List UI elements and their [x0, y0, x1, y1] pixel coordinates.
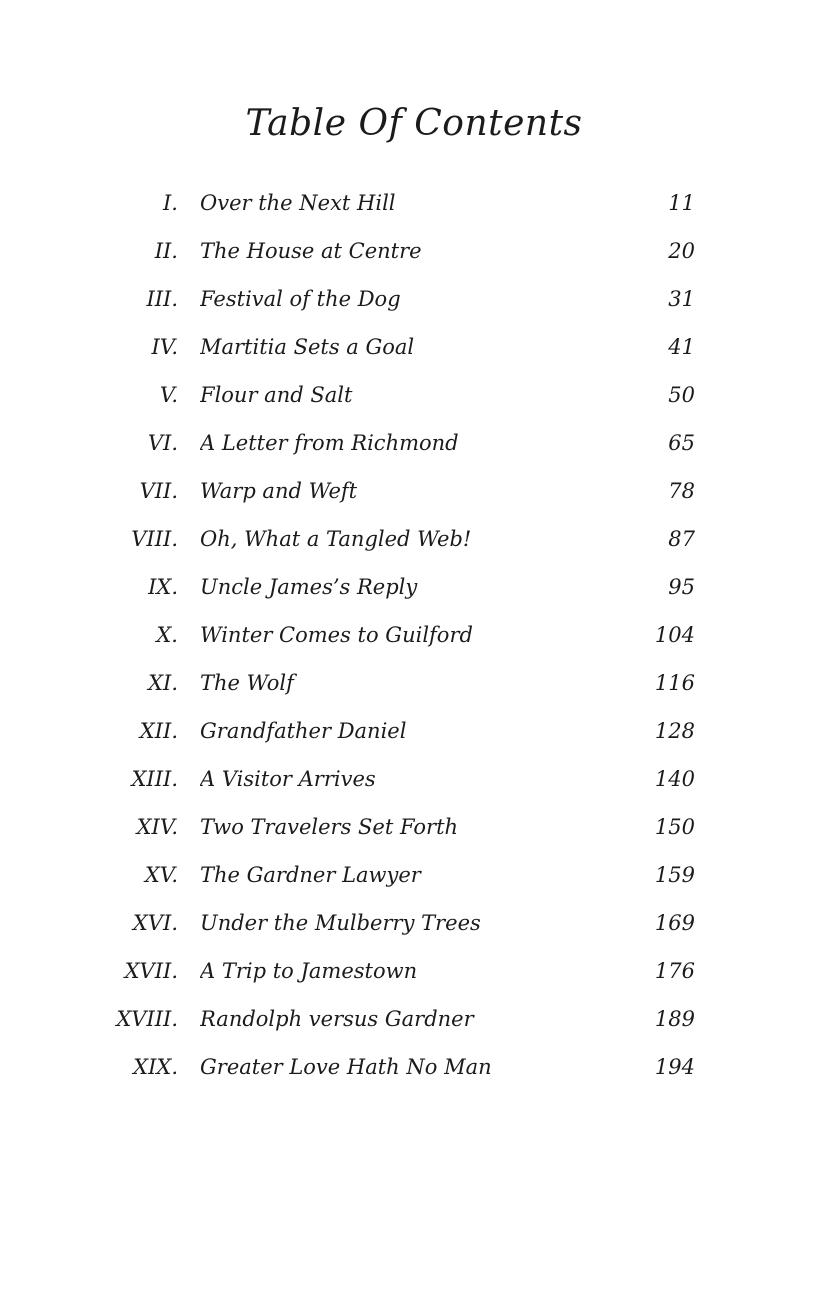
- toc-entry-row: [100, 179, 695, 227]
- chapter-title: Randolph versus Gardner: [200, 1007, 474, 1031]
- chapter-numeral: XI.: [148, 671, 178, 695]
- chapter-title: Grandfather Daniel: [200, 719, 407, 743]
- chapter-numeral: XVIII.: [116, 1007, 178, 1031]
- chapter-page-number: 11: [668, 191, 695, 215]
- chapter-page-number: 169: [654, 911, 695, 935]
- chapter-title: Greater Love Hath No Man: [200, 1055, 492, 1079]
- chapter-page-number: 150: [654, 815, 695, 839]
- chapter-numeral: V.: [159, 383, 178, 407]
- chapter-numeral: XIV.: [136, 815, 178, 839]
- chapter-numeral: XIX.: [133, 1055, 178, 1079]
- chapter-numeral: XVI.: [132, 911, 178, 935]
- toc-entry-row: [100, 515, 695, 563]
- chapter-title: A Trip to Jamestown: [200, 959, 418, 983]
- chapter-page-number: 116: [654, 671, 695, 695]
- chapter-title: Uncle James’s Reply: [200, 575, 418, 599]
- toc-entry-row: [100, 323, 695, 371]
- chapter-title: Under the Mulberry Trees: [200, 911, 481, 935]
- chapter-numeral: XII.: [139, 719, 178, 743]
- chapter-title: Festival of the Dog: [200, 287, 401, 311]
- toc-entry-row: [100, 1043, 695, 1091]
- chapter-title: Winter Comes to Guilford: [200, 623, 473, 647]
- chapter-numeral: XVII.: [124, 959, 178, 983]
- toc-entry-row: [100, 755, 695, 803]
- chapter-title: The House at Centre: [200, 239, 422, 263]
- chapter-title: Warp and Weft: [200, 479, 358, 503]
- toc-entry-row: [100, 611, 695, 659]
- chapter-numeral: IV.: [151, 335, 178, 359]
- chapter-page-number: 20: [668, 239, 695, 263]
- chapter-title: A Visitor Arrives: [200, 767, 376, 791]
- chapter-title: The Gardner Lawyer: [200, 863, 421, 887]
- chapter-numeral: X.: [156, 623, 178, 647]
- chapter-title: Over the Next Hill: [200, 191, 396, 215]
- chapter-numeral: VII.: [139, 479, 178, 503]
- toc-entry-row: [100, 275, 695, 323]
- chapter-numeral: I.: [163, 191, 178, 215]
- chapter-page-number: 104: [654, 623, 695, 647]
- chapter-page-number: 87: [668, 527, 695, 551]
- chapter-page-number: 189: [654, 1007, 695, 1031]
- chapter-title: Oh, What a Tangled Web!: [200, 527, 472, 551]
- chapter-numeral: II.: [154, 239, 178, 263]
- chapter-page-number: 95: [668, 575, 695, 599]
- chapter-numeral: VI.: [147, 431, 178, 455]
- toc-entry-row: [100, 707, 695, 755]
- chapter-numeral: XV.: [144, 863, 178, 887]
- toc-entry-row: [100, 467, 695, 515]
- chapter-title: A Letter from Richmond: [200, 431, 459, 455]
- chapter-page-number: 31: [668, 287, 695, 311]
- chapter-numeral: IX.: [148, 575, 178, 599]
- toc-entry-row: [100, 947, 695, 995]
- toc-entry-row: [100, 419, 695, 467]
- chapter-page-number: 50: [668, 383, 695, 407]
- chapter-title: Flour and Salt: [200, 383, 353, 407]
- toc-entry-row: [100, 995, 695, 1043]
- toc-entry-row: [100, 899, 695, 947]
- chapter-title: Two Travelers Set Forth: [200, 815, 459, 839]
- chapter-page-number: 65: [668, 431, 695, 455]
- toc-entry-row: [100, 659, 695, 707]
- chapter-page-number: 41: [668, 335, 695, 359]
- toc-entry-row: [100, 563, 695, 611]
- chapter-page-number: 128: [654, 719, 695, 743]
- toc-entry-row: [100, 851, 695, 899]
- page-title: Table Of Contents: [245, 103, 583, 144]
- chapter-title: The Wolf: [200, 671, 294, 695]
- toc-list: [100, 179, 695, 1091]
- chapter-page-number: 140: [654, 767, 695, 791]
- chapter-page-number: 159: [654, 863, 695, 887]
- chapter-page-number: 78: [668, 479, 695, 503]
- toc-entry-row: [100, 227, 695, 275]
- chapter-numeral: VIII.: [131, 527, 178, 551]
- toc-entry-row: [100, 371, 695, 419]
- chapter-title: Martitia Sets a Goal: [200, 335, 415, 359]
- chapter-page-number: 194: [654, 1055, 695, 1079]
- chapter-numeral: XIII.: [131, 767, 178, 791]
- toc-entry-row: [100, 803, 695, 851]
- chapter-page-number: 176: [654, 959, 695, 983]
- chapter-numeral: III.: [146, 287, 178, 311]
